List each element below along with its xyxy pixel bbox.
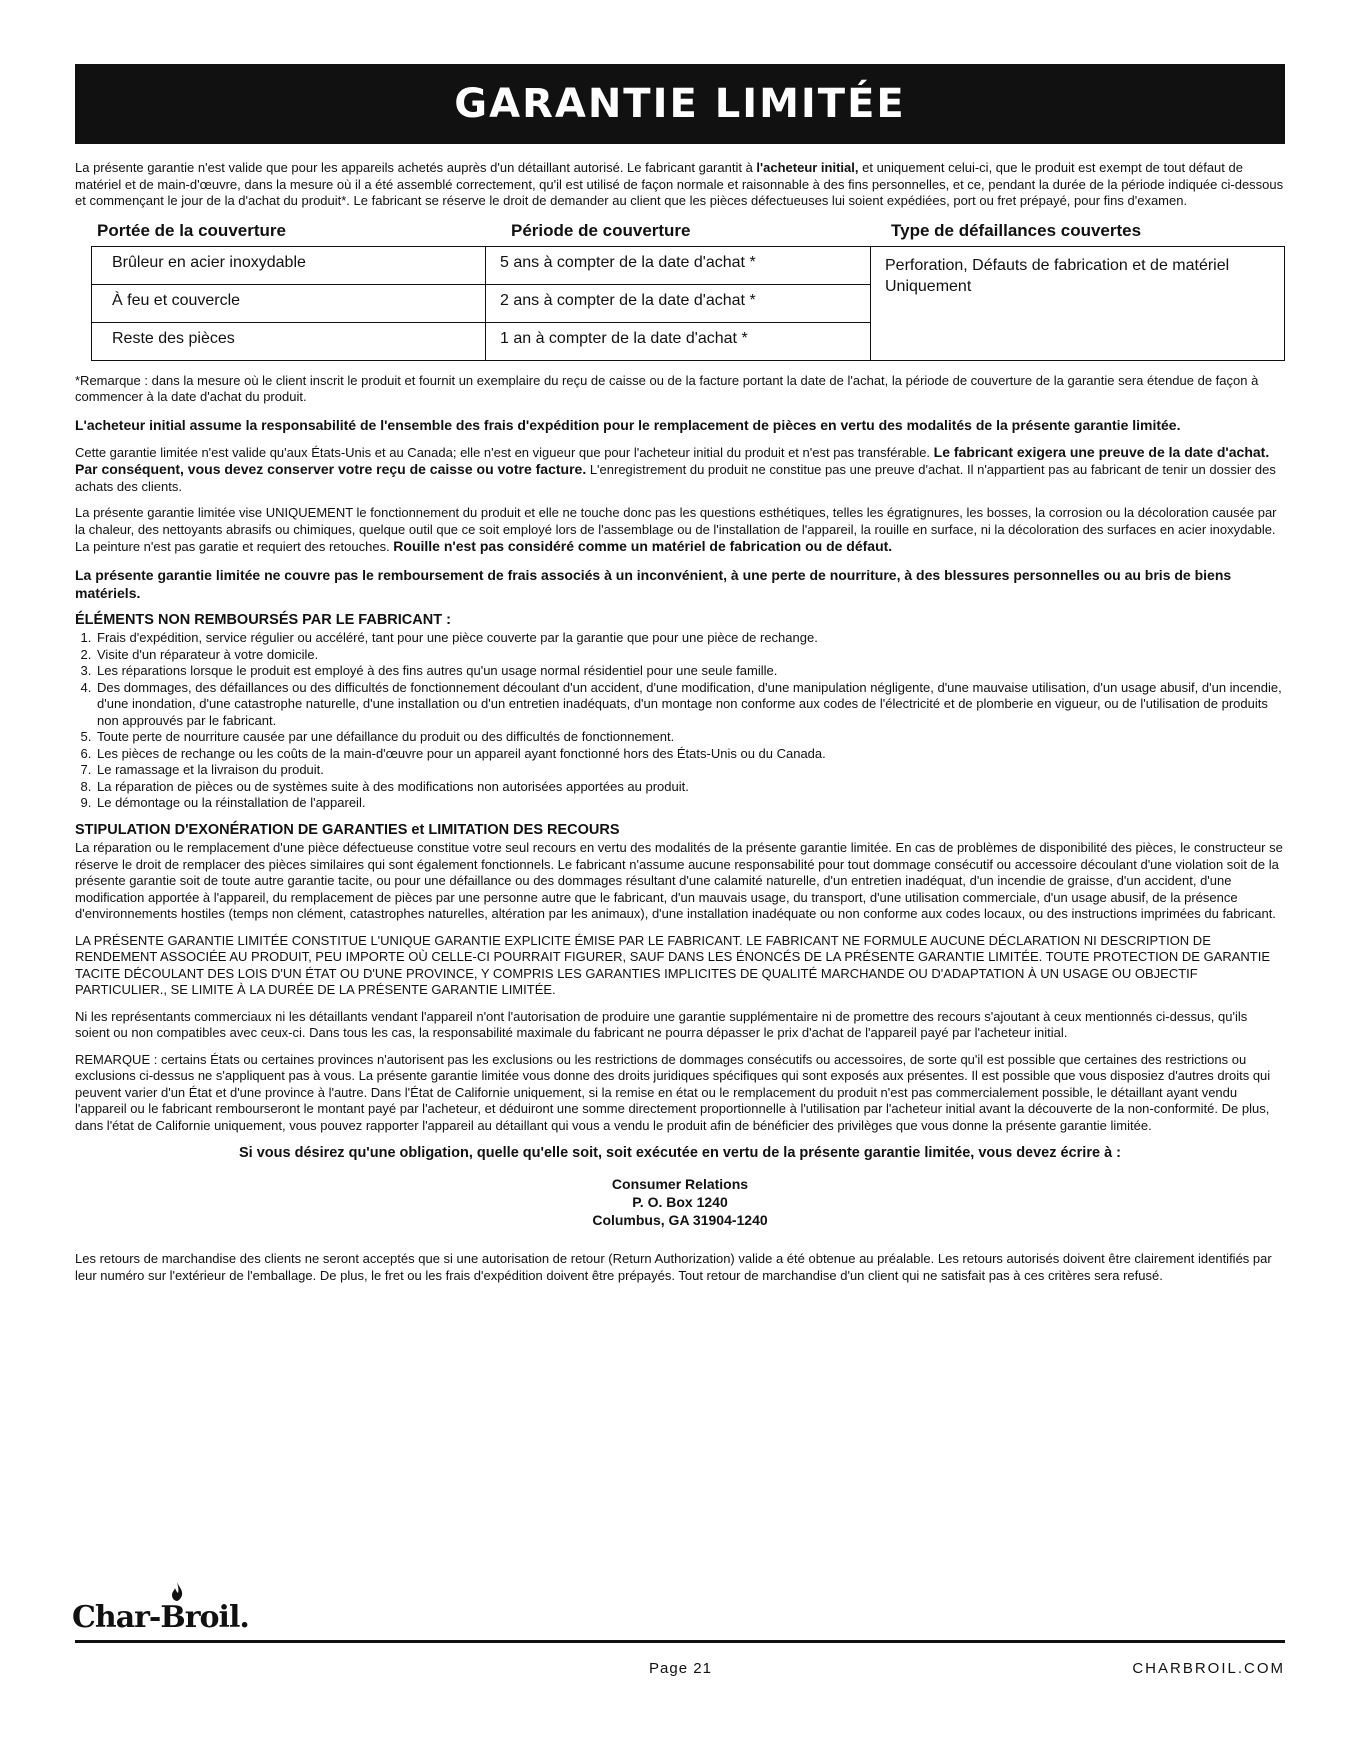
representatives-paragraph: Ni les représentants commerciaux ni les détaillants vendant l'appareil n'ont l'autorisation de produire une garantie supplémentaire ni de promettre des recours s'ajoutant à ceux mentionnés ci-dessus, qu'ils soient ou non compatibles avec ceux-ci. Dans tous les cas, la responsabilité maximale du fabricant ne pourra dépasser le prix d'achat de l'appareil payé par l'acheteur initial.	[75, 1008, 1248, 1040]
footer-divider	[75, 1640, 1285, 1643]
coverage-header-scope: Portée de la couverture	[97, 220, 286, 240]
brand-logo: Char-Broil.	[72, 1600, 249, 1635]
coverage-scope-cell: À feu et couvercle	[92, 285, 486, 322]
intro-bold: l'acheteur initial,	[756, 160, 859, 175]
exclusion-title: STIPULATION D'EXONÉRATION DE GARANTIES et LIMITATION DES RECOURS	[75, 821, 620, 838]
coverage-header-period: Période de couverture	[511, 220, 691, 240]
website-url: CHARBROIL.COM	[1132, 1660, 1285, 1677]
coverage-headers	[75, 220, 1285, 242]
coverage-table	[91, 246, 1285, 361]
address-block	[75, 1175, 1285, 1229]
functioning-paragraph	[75, 505, 1285, 556]
page-number: Page 21	[649, 1660, 712, 1677]
caps-paragraph: LA PRÉSENTE GARANTIE LIMITÉE CONSTITUE L'UNIQUE GARANTIE EXPLICITE ÉMISE PAR LE FABRICANT. LE FABRICANT NE FORMULE AUCUNE DÉCLARATION NI DESCRIPTION DE RENDEMENT ASSOCIÉE AU PRODUIT, PEU IMPORTE OÙ CELLE-CI POURRAIT FIGURER, SAUF DANS LES ÉNONCÉS DE LA PRÉSENTE GARANTIE LIMITÉE. TOUTE PROTECTION DE GARANTIE TACITE DÉCOULANT DES LOIS D'UN ÉTAT OU D'UNE PROVINCE, Y COMPRIS LES GARANTIES IMPLICITES DE QUALITÉ MARCHANDE OU D'ADAPTATION À UN USAGE OU OBJECTIF PARTICULIER., SE LIMITE À LA DURÉE DE LA PRÉSENTE GARANTIE LIMITÉE.	[75, 932, 1271, 997]
coverage-period-cell: 1 an à compter de la date d'achat *	[500, 329, 748, 347]
not-reimbursed-title: ÉLÉMENTS NON REMBOURSÉS PAR LE FABRICANT :	[75, 611, 451, 628]
address-line-3: Columbus, GA 31904-1240	[592, 1212, 768, 1228]
address-line-2: P. O. Box 1240	[632, 1194, 728, 1210]
list-item: 8. La réparation de pièces ou de systèmes suite à des modifications non autorisées apportées au produit.	[95, 779, 1285, 796]
not-reimbursed-list	[75, 630, 1285, 812]
list-item: 9. Le démontage ou la réinstallation de l'appareil.	[95, 795, 1285, 812]
list-item: 1. Frais d'expédition, service régulier ou accéléré, tant pour une pièce couverte par la garantie que pour une pièce de rechange.	[95, 630, 1285, 647]
remarque-paragraph: REMARQUE : certains États ou certaines provinces n'autorisent pas les exclusions ou les restrictions de dommages consécutifs ou accessoires, de sorte qu'il est possible que certaines des restrictions ou exclusions ci-dessus ne s'appliquent pas à vous. La présente garantie limitée vous donne des droits juridiques spécifiques qui sont exposés aux présentes. Il est possible que vous disposiez d'autres droits qui peuvent varier d'un État et d'une province à l'autre. Dans l'État de Californie uniquement, si la remise en état ou le remplacement du produit n'est pas commercialement possible, le détaillant ayant vendu l'appareil ou le fabricant rembourseront le montant payé par l'acheteur, et déduiront une somme directement proportionnelle à l'utilisation par l'acheteur initial avant la découverte de la non-conformité. De plus, dans l'état de Californie uniquement, vous pouvez rapporter l'appareil au détaillant qui vous a vendu le produit afin de bénéficier des privilèges que vous donne la présente garantie limitée.	[75, 1051, 1271, 1133]
validity-paragraph	[75, 444, 1285, 496]
coverage-header-defects: Type de défaillances couvertes	[891, 220, 1142, 240]
coverage-defects-cell	[870, 246, 1285, 361]
table-row	[92, 323, 870, 360]
exclusion-paragraph: La réparation ou le remplacement d'une pièce défectueuse constitue votre seul recours en vertu des modalités de la présente garantie limitée. En cas de problèmes de disponibilité des pièces, le constructeur se réserve le droit de remplacer des pièces similaires qui sont également fonctionnels. Le fabricant n'assume aucune responsabilité pour tout dommage consécutif ou accessoire découlant d'une violation soit de la présente garantie soit de toute autre garantie tacite, ou pour une défaillance ou des dommages résultant d'une calamité naturelle, d'un entretien inadéquat, d'un incendie de graisse, d'un accident, d'une modification apportée à l'appareil, du remplacement de pièces par une personne autre que le fabricant, d'un mauvais usage, du transport, d'une utilisation commerciale, d'un usage abusif, de la présence d'environnements hostiles (temps non clément, catastrophes naturelles, altération par les animaux), d'une installation inadéquate ou non conforme aux codes locaux, ou des instructions imprimées du fabricant.	[75, 840, 1283, 921]
defects-line-1: Perforation, Défauts de fabrication et de matériel	[885, 256, 1230, 274]
intro-text-1: La présente garantie n'est valide que pour les appareils achetés auprès d'un détaillant autorisé. Le fabricant garantit à	[75, 160, 757, 175]
coverage-period-cell: 5 ans à compter de la date d'achat *	[500, 253, 756, 271]
intro-paragraph	[75, 160, 1285, 210]
validity-text-2: L'enregistrement du produit ne constitue pas une preuve d'achat. Il n'appartient pas au fabricant de tenir un dossier des achats des clients.	[75, 462, 1276, 494]
list-item: 2. Visite d'un réparateur à votre domicile.	[95, 647, 1285, 664]
functioning-text: La présente garantie limitée vise UNIQUEMENT le fonctionnement du produit et elle ne touche donc pas les questions esthétiques, telles les égratignures, les bosses, la corrosion ou la décoloration causée par la chaleur, des nettoyants abrasifs ou chimiques, quelque outil que ce soit employé lors de l'assemblage ou de l'installation de l'appareil, la rouille en surface, ni la décoloration des surfaces en acier inoxydable. La peinture n'est pas garatie et requiert des retouches.	[75, 505, 1277, 554]
no-cover-paragraph: La présente garantie limitée ne couvre pas le remboursement de frais associés à un inconvénient, à une perte de nourriture, à des blessures personnelles ou au bris de biens matériels.	[75, 566, 1232, 601]
coverage-period-cell: 2 ans à compter de la date d'achat *	[500, 291, 756, 309]
page-title: GARANTIE LIMITÉE	[75, 64, 1285, 144]
list-item: 5. Toute perte de nourriture causée par une défaillance du produit ou des difficultés de fonctionnement.	[95, 729, 1285, 746]
list-item: 4. Des dommages, des défaillances ou des difficultés de fonctionnement découlant d'un accident, d'une modification, d'une manipulation négligente, d'une mauvaise utilisation, d'un usage abusif, d'un incendie, d'une inondation, d'une catastrophe naturelle, d'une installation ou d'un entretien inadéquats, d'un montage non conforme aux codes de l'électricité et de plomberie en vigueur, ou de l'utilisation de produits non approuvés par le fabricant.	[95, 680, 1285, 730]
write-to-line: Si vous désirez qu'une obligation, quelle qu'elle soit, soit exécutée en vertu de la présente garantie limitée, vous devez écrire à :	[238, 1145, 1121, 1161]
remark-paragraph: *Remarque : dans la mesure où le client inscrit le produit et fournit un exemplaire du reçu de caisse ou de la facture portant la date de l'achat, la période de couverture de la garantie sera étendue de façon à commencer à la date d'achat du produit.	[75, 372, 1259, 404]
buyer-responsibility: L'acheteur initial assume la responsabilité de l'ensemble des frais d'expédition pour le remplacement de pièces en vertu des modalités de la présente garantie limitée.	[75, 416, 1181, 433]
list-item: 7. Le ramassage et la livraison du produit.	[95, 762, 1285, 779]
list-item: 3. Les réparations lorsque le produit est employé à des fins autres qu'un usage normal résidentiel pour une seule famille.	[95, 663, 1285, 680]
list-item: 6. Les pièces de rechange ou les coûts de la main-d'œuvre pour un appareil ayant fonctionné hors des États-Unis ou du Canada.	[95, 746, 1285, 763]
intro-text-2: et uniquement celui-ci, que le produit est exempt de tout défaut de matériel et de main-d'œuvre, dans la mesure où il a été assemblé correctement, qu'il est utilisé de façon normale et raisonnable à des fins personnelles, et ce, pendant la durée de la période indiquée ci-dessous et commençant le jour de la d'achat du produit*. Le fabricant se réserve le droit de demander au client que les pièces défectueuses lui soient expédiées, port ou fret prépayé, pour fins d'examen.	[75, 160, 1284, 208]
defects-line-2: Uniquement	[885, 277, 972, 295]
table-row	[92, 285, 870, 323]
warranty-body	[75, 160, 1285, 1294]
flame-icon	[170, 1582, 184, 1602]
coverage-scope-cell: Brûleur en acier inoxydable	[92, 247, 486, 284]
coverage-scope-cell: Reste des pièces	[92, 323, 486, 360]
validity-text-1: Cette garantie limitée n'est valide qu'aux États-Unis et au Canada; elle n'est en vigueur que pour l'acheteur initial du produit et n'est pas transférable.	[75, 444, 934, 460]
table-row	[92, 247, 870, 285]
returns-paragraph: Les retours de marchandise des clients ne seront acceptés que si une autorisation de retour (Return Authorization) valide a été obtenue au préalable. Les retours autorisés doivent être clairement identifiés par leur numéro sur l'extérieur de l'emballage. De plus, le fret ou les frais d'expédition doivent être prépayés. Tout retour de marchandise d'un client qui ne satisfait pas à ces critères sera refusé.	[75, 1251, 1272, 1283]
functioning-bold: Rouille n'est pas considéré comme un matériel de fabrication ou de défaut.	[393, 538, 893, 554]
validity-bold: Le fabricant exigera une preuve de la date d'achat. Par conséquent, vous devez conserver votre reçu de caisse ou votre facture.	[75, 443, 1270, 477]
coverage-rows	[91, 246, 870, 361]
address-line-1: Consumer Relations	[611, 1176, 749, 1192]
